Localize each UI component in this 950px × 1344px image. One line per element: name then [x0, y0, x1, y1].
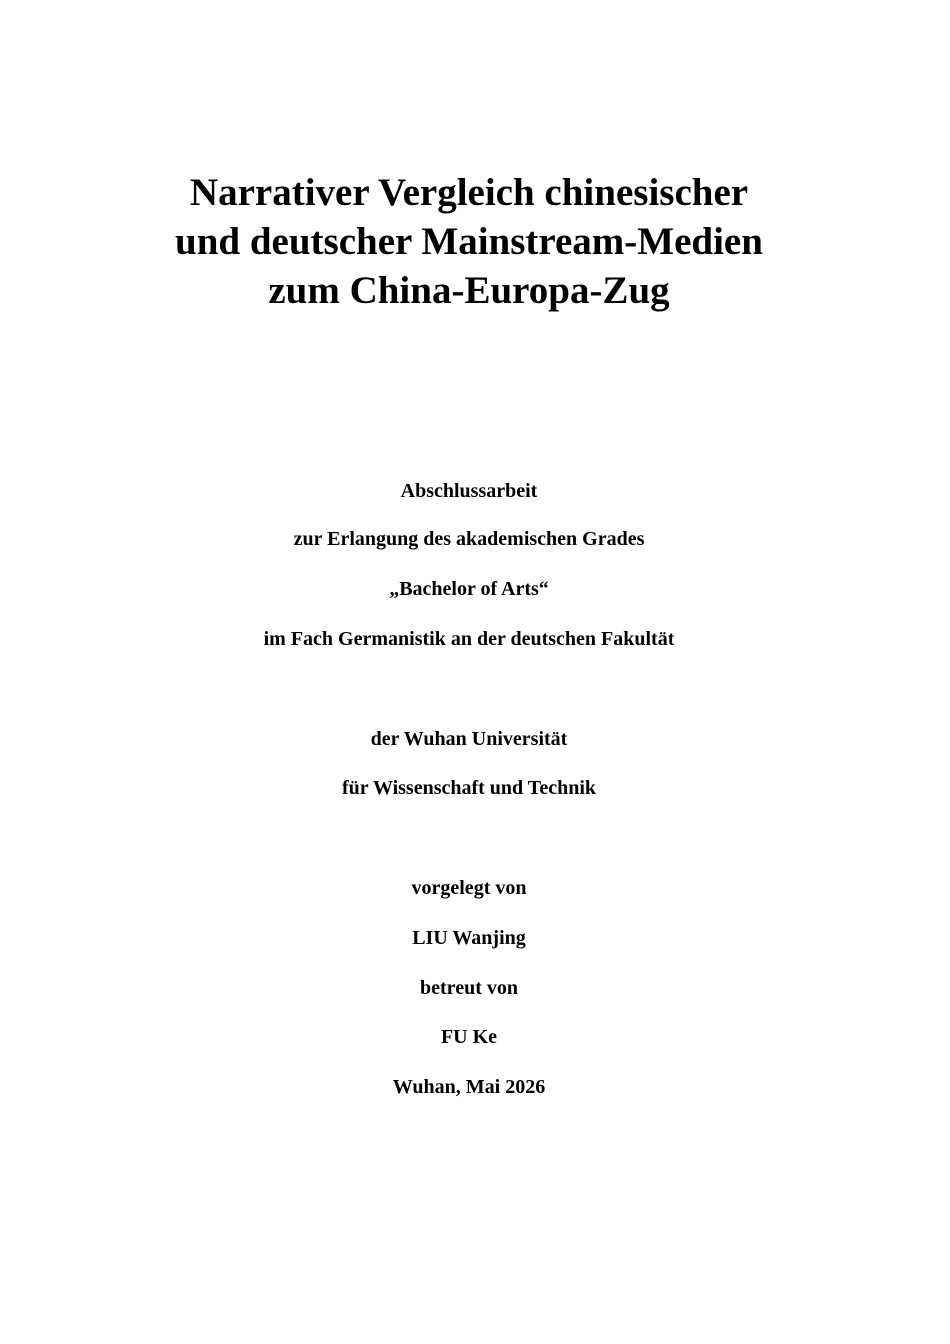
submitted-by-label: vorgelegt von	[411, 877, 527, 899]
degree-name: „Bachelor of Arts“	[389, 578, 549, 600]
thesis-title-line-1: Narrativer Vergleich chinesischer	[189, 171, 749, 214]
place-date: Wuhan, Mai 2026	[392, 1076, 546, 1098]
thesis-type: Abschlussarbeit	[400, 480, 538, 502]
thesis-title-line-3: zum China-Europa-Zug	[268, 269, 670, 312]
degree-purpose: zur Erlangung des akademischen Grades	[293, 528, 645, 550]
university-line-2: für Wissenschaft und Technik	[342, 777, 596, 799]
supervisor-name: FU Ke	[440, 1026, 498, 1048]
department: im Fach Germanistik an der deutschen Fakultät	[263, 628, 675, 650]
supervised-by-label: betreut von	[420, 977, 518, 999]
thesis-title	[0, 168, 938, 315]
author-name: LIU Wanjing	[412, 927, 526, 949]
thesis-title-line-2: und deutscher Mainstream-Medien	[175, 220, 763, 263]
university-line-1: der Wuhan Universität	[370, 728, 568, 750]
